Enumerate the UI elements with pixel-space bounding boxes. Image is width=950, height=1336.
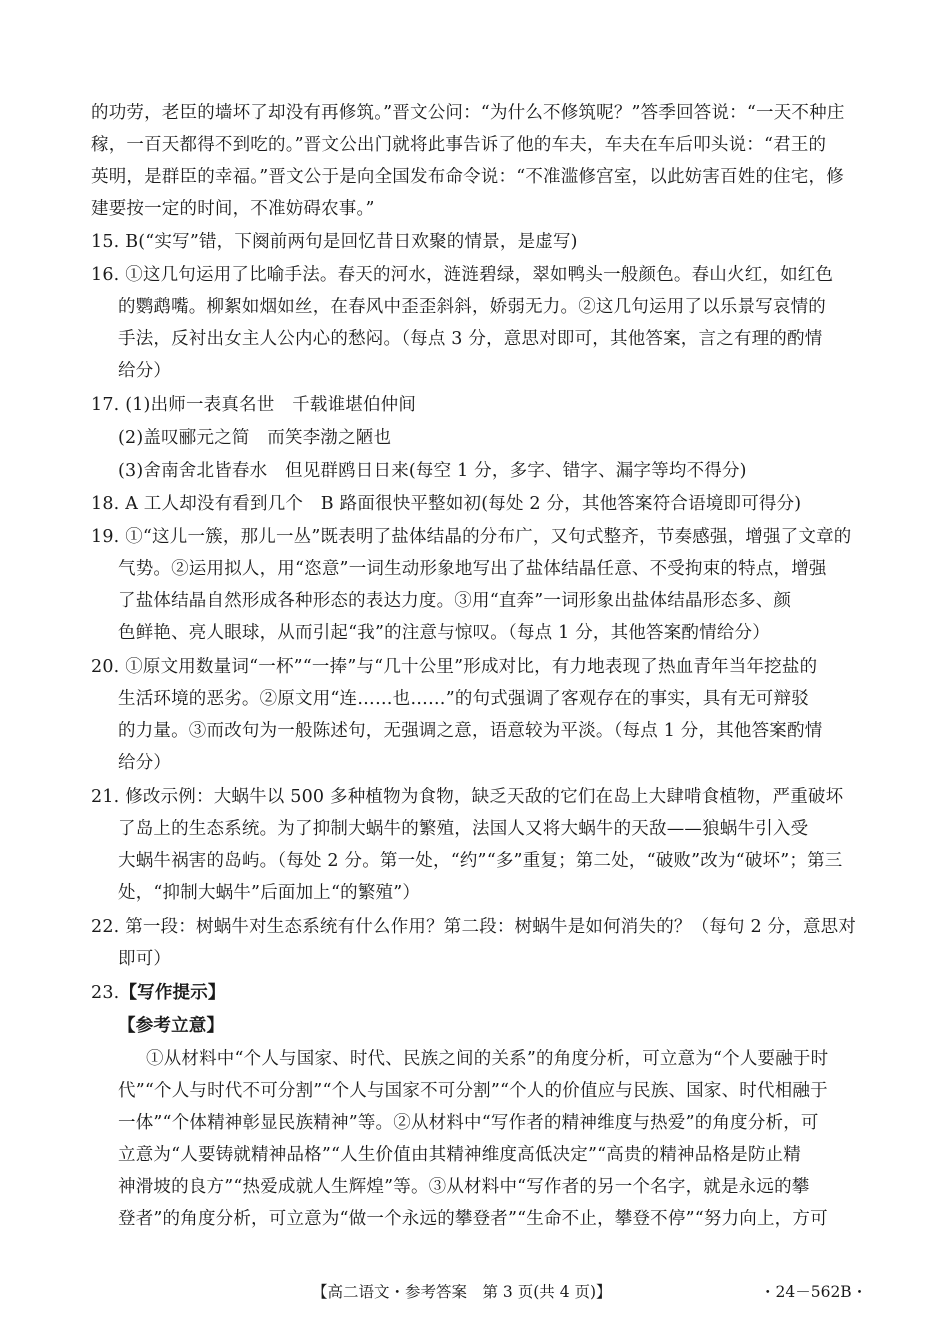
answer-15: 15. B(“实写”错，下阕前两句是回忆昔日欢聚的情景，是虚写) — [91, 232, 578, 252]
page-footer-code: ・24－562B・ — [760, 1283, 868, 1301]
answer-16-line: 的鹦鹉嘴。柳絮如烟如丝，在春风中歪歪斜斜，娇弱无力。②这几句运用了以乐景写哀情的 — [118, 297, 826, 317]
page-footer-title: 【高二语文・参考答案 第 3 页(共 4 页)】 — [312, 1283, 612, 1301]
answer-20-line: 生活环境的恶劣。②原文用“连……也……”的句式强调了客观存在的事实，具有无可辩驳 — [118, 689, 809, 709]
answer-22-line: 即可） — [118, 949, 172, 969]
answer-20-line: 20. ①原文用数量词“一杯”“一捧”与“几十公里”形成对比，有力地表现了热血青年当年挖盐的 — [91, 657, 818, 677]
answer-23-line: 立意为“人要铸就精神品格”“人生价值由其精神维度高低决定”“高贵的精神品格是防止精 — [118, 1145, 801, 1165]
answer-20-line: 的力量。③而改句为一般陈述句，无强调之意，语意较为平淡。（每点 1 分，其他答案酌情 — [118, 721, 823, 741]
answer-23-header — [91, 977, 226, 1009]
answer-22-line: 22. 第一段：树蜗牛对生态系统有什么作用？第二段：树蜗牛是如何消失的？（每句 2 分，意思对 — [91, 917, 857, 937]
answer-16-line: 16. ①这几句运用了比喻手法。春天的河水，涟涟碧绿，翠如鸭头一般颜色。春山火红，如红色 — [91, 265, 834, 285]
answer-19-line: 19. ①“这儿一簇，那儿一丛”既表明了盐体结晶的分布广，又句式整齐，节奏感强，增强了文章的 — [91, 527, 852, 547]
answer-21-line: 了岛上的生态系统。为了抑制大蜗牛的繁殖，法国人又将大蜗牛的天敌——狼蜗牛引入受 — [118, 819, 809, 839]
answer-18: 18. A 工人却没有看到几个 B 路面很快平整如初(每处 2 分，其他答案符合语境即可得分) — [91, 494, 802, 514]
reference-theme-heading: 【参考立意】 — [118, 1016, 225, 1036]
answer-19-line: 气势。②运用拟人，用“恣意”一词生动形象地写出了盐体结晶任意、不受拘束的特点，增强 — [118, 559, 827, 579]
answer-21-line: 大蜗牛祸害的岛屿。（每处 2 分。第一处，“约”“多”重复；第二处，“破败”改为“破坏”；第三 — [118, 851, 843, 871]
answer-23-line: ①从材料中“个人与国家、时代、民族之间的关系”的角度分析，可立意为“个人要融于时 — [146, 1049, 829, 1069]
answer-17-line: (2)盖叹郦元之简 而笑李渤之陋也 — [118, 428, 392, 448]
answer-23-line: 代”“个人与时代不可分割”“个人与国家不可分割”“个人的价值应与民族、国家、时代相融于 — [118, 1081, 828, 1101]
answer-17-line: (3)舍南舍北皆春水 但见群鸥日日来(每空 1 分，多字、错字、漏字等均不得分) — [118, 461, 747, 481]
answer-23-line: 登者”的角度分析，可立意为“做一个永远的攀登者”“生命不止，攀登不停”“努力向上，方可 — [118, 1209, 828, 1229]
intro-line: 英明，是群臣的幸福。”晋文公于是向全国发布命令说：“不准滥修宫室，以此妨害百姓的住宅，修 — [91, 167, 844, 187]
answer-23-line: 神滑坡的良方”“热爱成就人生辉煌”等。③从材料中“写作者的另一个名字，就是永远的攀 — [118, 1177, 810, 1197]
answer-16-line: 手法，反衬出女主人公内心的愁闷。（每点 3 分，意思对即可，其他答案，言之有理的酌情 — [118, 329, 823, 349]
answer-23-number: 23. — [91, 983, 120, 1003]
answer-16-line: 给分） — [118, 361, 172, 381]
answer-20-line: 给分） — [118, 753, 172, 773]
answer-21-line: 21. 修改示例：大蜗牛以 500 多种植物为食物，缺乏天敌的它们在岛上大肆啃食植物，严重破坏 — [91, 787, 844, 807]
answer-21-line: 处，“抑制大蜗牛”后面加上“的繁殖”） — [118, 883, 421, 903]
answer-17-line: 17. (1)出师一表真名世 千载谁堪伯仲间 — [91, 395, 417, 415]
answer-19-line: 了盐体结晶自然形成各种形态的表达力度。③用“直奔”一词形象出盐体结晶形态多、颜 — [118, 591, 792, 611]
answer-19-line: 色鲜艳、亮人眼球，从而引起“我”的注意与惊叹。（每点 1 分，其他答案酌情给分） — [118, 623, 770, 643]
writing-tips-heading: 【写作提示】 — [119, 983, 226, 1003]
answer-23-line: 一体”“个体精神彰显民族精神”等。②从材料中“写作者的精神维度与热爱”的角度分析，可 — [118, 1113, 819, 1133]
intro-line: 建要按一定的时间，不准妨碍农事。” — [91, 199, 375, 219]
intro-line: 稼，一百天都得不到吃的。”晋文公出门就将此事告诉了他的车夫，车夫在车后叩头说：“君王的 — [91, 135, 827, 155]
intro-line: 的功劳，老臣的墙坏了却没有再修筑。”晋文公问：“为什么不修筑呢？”答季回答说：“一天不种庄 — [91, 103, 845, 123]
